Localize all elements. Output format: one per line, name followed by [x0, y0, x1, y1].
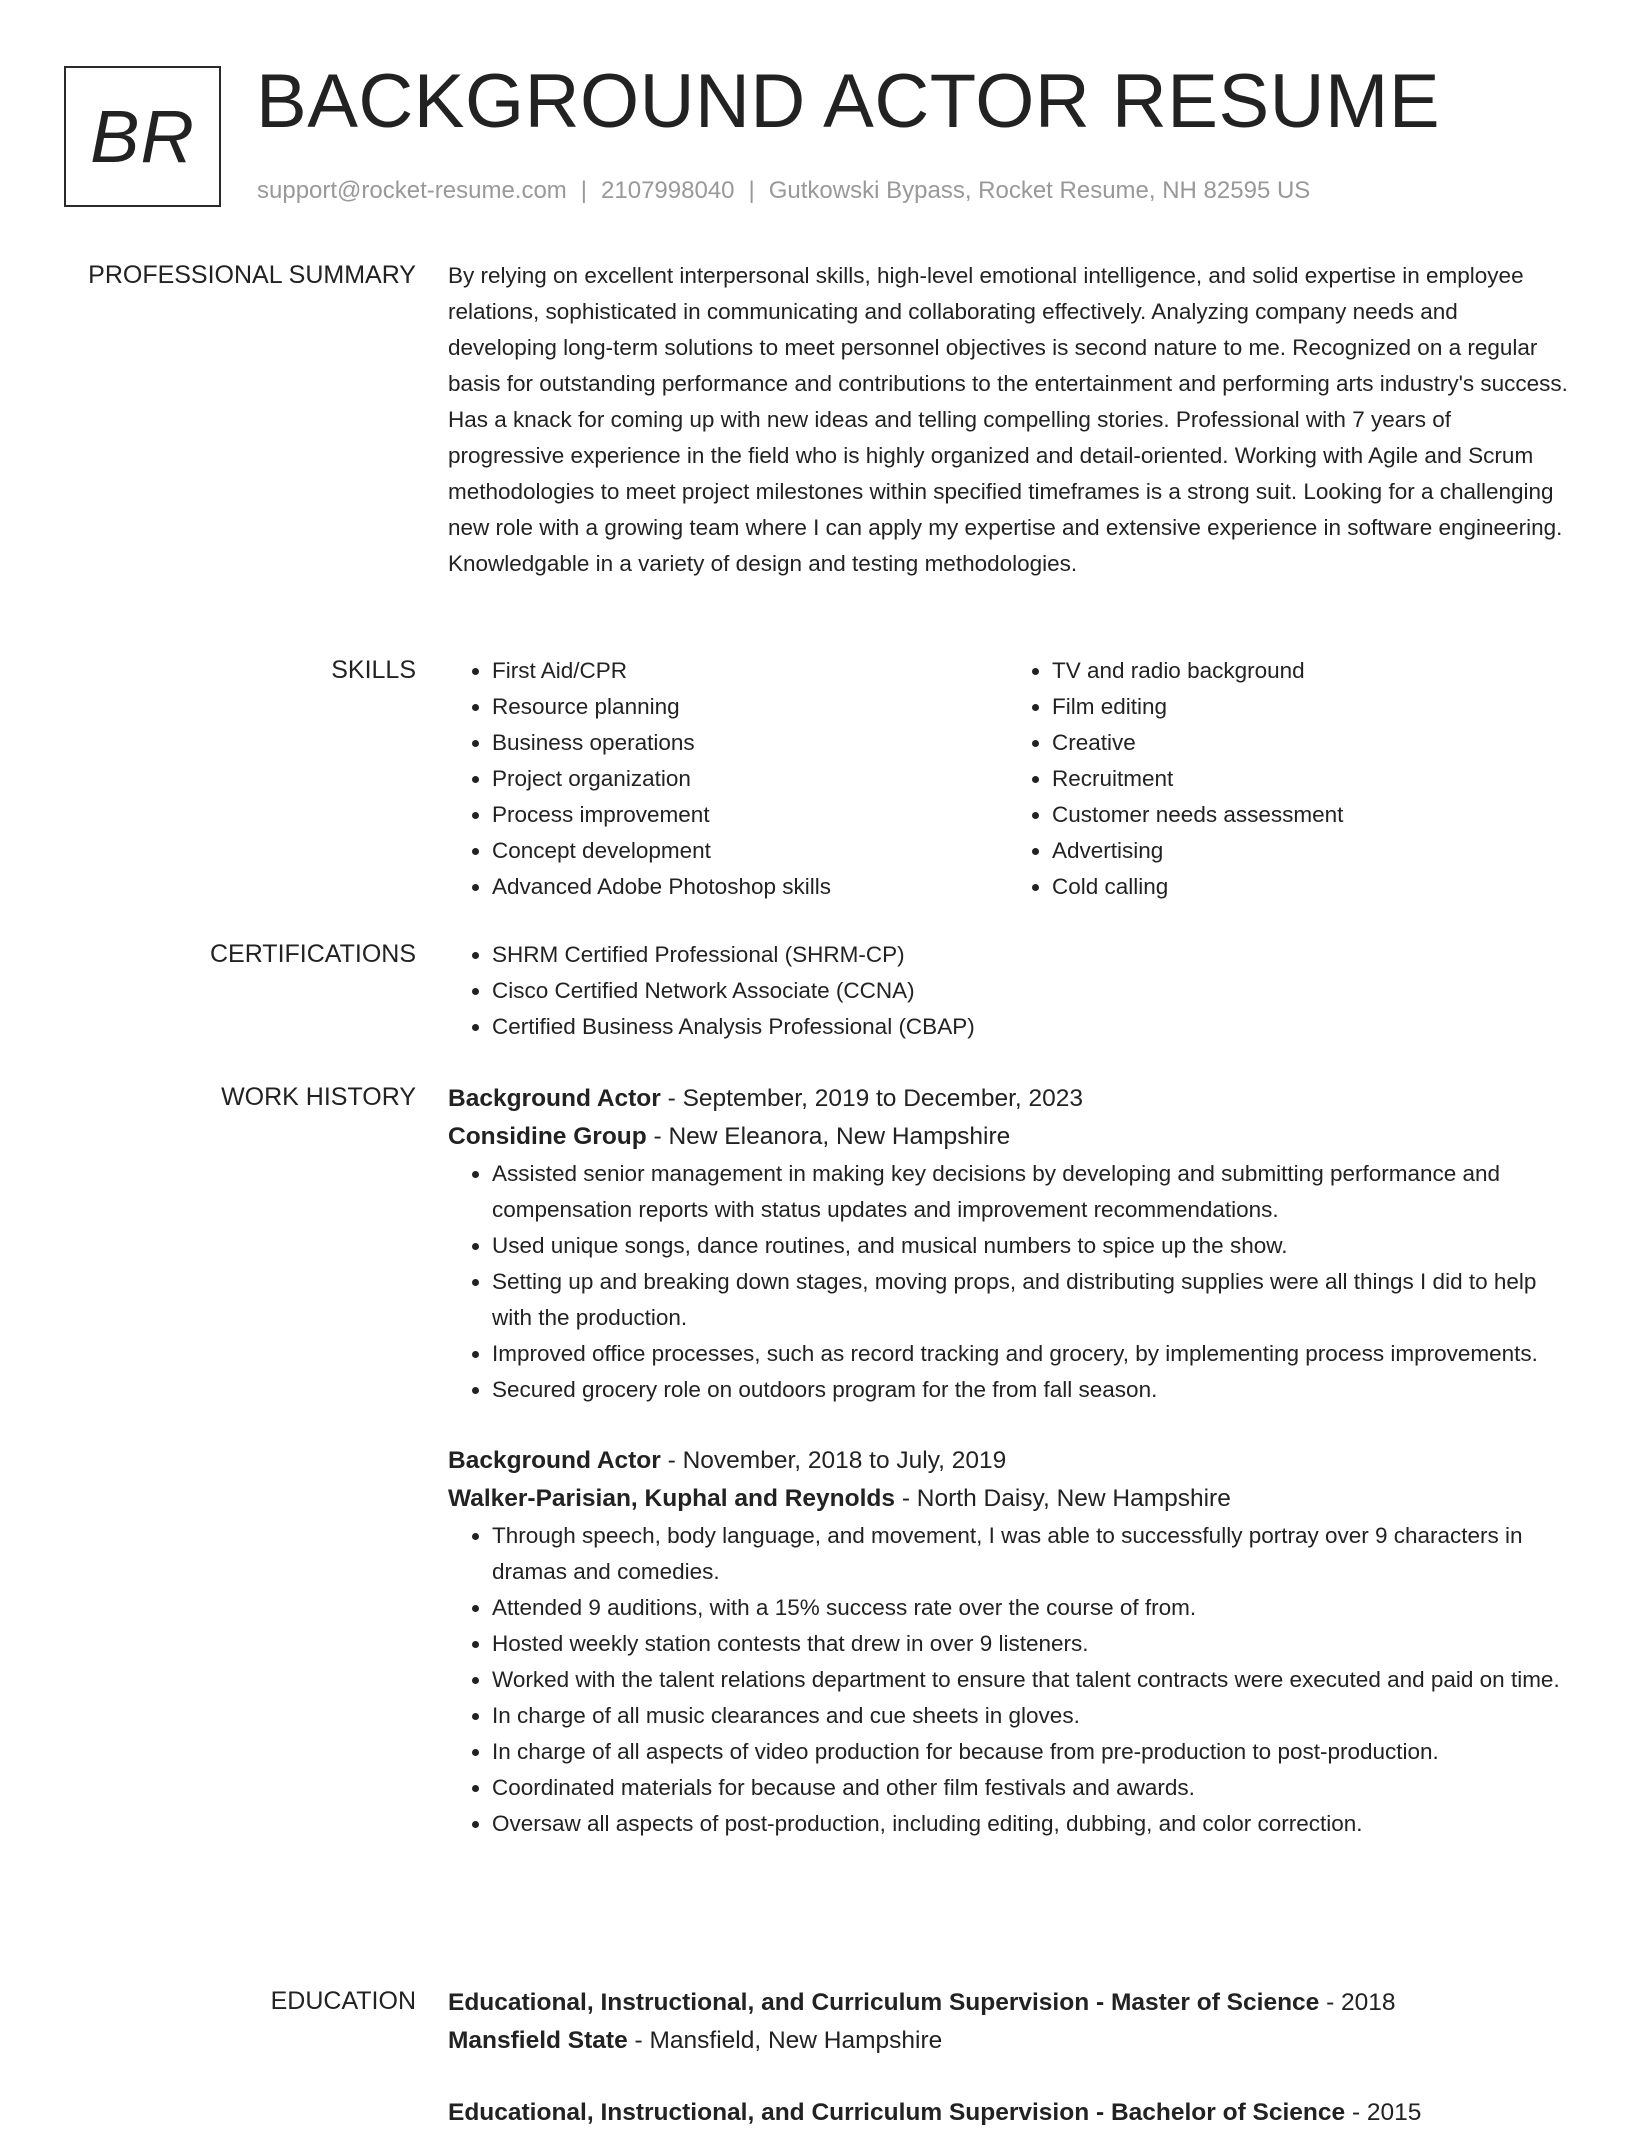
certification-item: • SHRM Certified Professional (SHRM-CP) — [492, 937, 1568, 973]
job-bullet: • In charge of all music clearances and cue sheets in gloves. — [492, 1698, 1568, 1734]
degree-title: Educational, Instructional, and Curriculum Supervision - Bachelor of Science — [448, 2099, 1346, 2126]
section-label-certifications: CERTIFICATIONS — [209, 940, 416, 968]
skill-item: • Project organization — [492, 761, 1008, 797]
job-location: - North Daisy, New Hampshire — [895, 1485, 1231, 1512]
skill-item: • Cold calling — [1052, 869, 1568, 905]
skill-item: • Recruitment — [1052, 761, 1568, 797]
certification-item: • Certified Business Analysis Professional (CBAP) — [492, 1009, 1568, 1045]
job-title-line — [448, 1442, 1568, 1480]
job-bullet: • Secured grocery role on outdoors program for the from fall season. — [492, 1372, 1568, 1408]
skills-list-right — [1008, 653, 1568, 905]
job-title: Background Actor — [448, 1085, 661, 1112]
monogram-logo: BR — [64, 66, 221, 207]
skill-item: • Creative — [1052, 725, 1568, 761]
job-bullet: • Through speech, body language, and movement, I was able to successfully portray over 9 characters in dramas and comedies. — [492, 1518, 1568, 1590]
job-company-line — [448, 1480, 1568, 1518]
education-entry — [448, 1984, 1568, 2060]
contact-separator: | — [748, 177, 755, 204]
job-bullets — [448, 1518, 1568, 1842]
summary-text: By relying on excellent interpersonal skills, high-level emotional intelligence, and solid expertise in employee relations, sophisticated in communicating and collaborating effectively. Analyzing company needs and developing long-term solutions to meet personnel objectives is second nature to me. Recognized on a regular basis for outstanding performance and contributions to the entertainment and performing arts industry's success. Has a knack for coming up with new ideas and telling compelling stories. Professional with 7 years of progressive experience in the field who is highly organized and detail-oriented. Working with Agile and Scrum methodologies to meet project milestones within specified timeframes is a strong suit. Looking for a challenging new role with a growing team where I can apply my expertise and extensive experience in software engineering. Knowledgable in a variety of design and testing methodologies. — [448, 263, 1568, 576]
job-bullet: • Hosted weekly station contests that drew in over 9 listeners. — [492, 1626, 1568, 1662]
job-entry — [448, 1442, 1568, 1842]
degree-title: Educational, Instructional, and Curriculum Supervision - Master of Science — [448, 1989, 1320, 2016]
school-location: - Mansfield, New Hampshire — [627, 2027, 943, 2054]
job-bullet: • Oversaw all aspects of post-production, including editing, dubbing, and color correction. — [492, 1806, 1568, 1842]
skill-item: • TV and radio background — [1052, 653, 1568, 689]
job-bullet: • Assisted senior management in making key decisions by developing and submitting performance and compensation reports with status updates and improvement recommendations. — [492, 1156, 1568, 1228]
skill-item: • Customer needs assessment — [1052, 797, 1568, 833]
skill-item: • First Aid/CPR — [492, 653, 1008, 689]
contact-separator: | — [580, 177, 588, 204]
job-location: - New Eleanora, New Hampshire — [646, 1123, 1011, 1150]
section-label-work-history: WORK HISTORY — [221, 1083, 416, 1111]
job-company: Walker-Parisian, Kuphal and Reynolds — [448, 1485, 896, 1512]
certification-item: • Cisco Certified Network Associate (CCNA) — [492, 973, 1568, 1009]
job-bullet: • In charge of all aspects of video production for because from pre-production to post-production. — [492, 1734, 1568, 1770]
job-company: Considine Group — [448, 1123, 647, 1150]
job-bullet: • Worked with the talent relations department to ensure that talent contracts were executed and paid on time. — [492, 1662, 1568, 1698]
job-title-line — [448, 1080, 1568, 1118]
section-label-skills: SKILLS — [331, 656, 416, 684]
job-bullet: • Coordinated materials for because and other film festivals and awards. — [492, 1770, 1568, 1806]
degree-line — [448, 2094, 1568, 2132]
job-entry — [448, 1080, 1568, 1408]
skill-item: • Film editing — [1052, 689, 1568, 725]
job-title: Background Actor — [448, 1447, 661, 1474]
job-bullet: • Attended 9 auditions, with a 15% success rate over the course of from. — [492, 1590, 1568, 1626]
skill-item: • Advanced Adobe Photoshop skills — [492, 869, 1008, 905]
job-dates: - November, 2018 to July, 2019 — [660, 1447, 1007, 1474]
skill-item: • Resource planning — [492, 689, 1008, 725]
page-title: BACKGROUND ACTOR RESUME — [256, 59, 1441, 144]
job-company-line — [448, 1118, 1568, 1156]
contact-line — [257, 176, 1310, 206]
contact-address: Gutkowski Bypass, Rocket Resume, NH 82595 US — [768, 177, 1311, 204]
certifications-list — [448, 937, 1568, 1045]
section-label-summary: PROFESSIONAL SUMMARY — [88, 261, 416, 289]
skill-item: • Business operations — [492, 725, 1008, 761]
school-line — [448, 2022, 1568, 2060]
job-bullet: • Improved office processes, such as record tracking and grocery, by implementing process improvements. — [492, 1336, 1568, 1372]
skill-item: • Advertising — [1052, 833, 1568, 869]
education-entry — [448, 2094, 1568, 2132]
contact-email[interactable]: support@rocket-resume.com — [257, 177, 567, 204]
skills-list-left — [448, 653, 1008, 905]
skill-item: • Concept development — [492, 833, 1008, 869]
job-bullet: • Setting up and breaking down stages, moving props, and distributing supplies were all things I did to help with the production. — [492, 1264, 1568, 1336]
job-bullet: • Used unique songs, dance routines, and musical numbers to spice up the show. — [492, 1228, 1568, 1264]
job-bullets — [448, 1156, 1568, 1408]
contact-phone[interactable]: 2107998040 — [601, 177, 735, 204]
skill-item: • Process improvement — [492, 797, 1008, 833]
degree-line — [448, 1984, 1568, 2022]
school-name: Mansfield State — [448, 2027, 628, 2054]
degree-year: - 2015 — [1345, 2099, 1422, 2126]
section-label-education: EDUCATION — [270, 1987, 416, 2015]
degree-year: - 2018 — [1319, 1989, 1396, 2016]
job-dates: - September, 2019 to December, 2023 — [660, 1085, 1084, 1112]
